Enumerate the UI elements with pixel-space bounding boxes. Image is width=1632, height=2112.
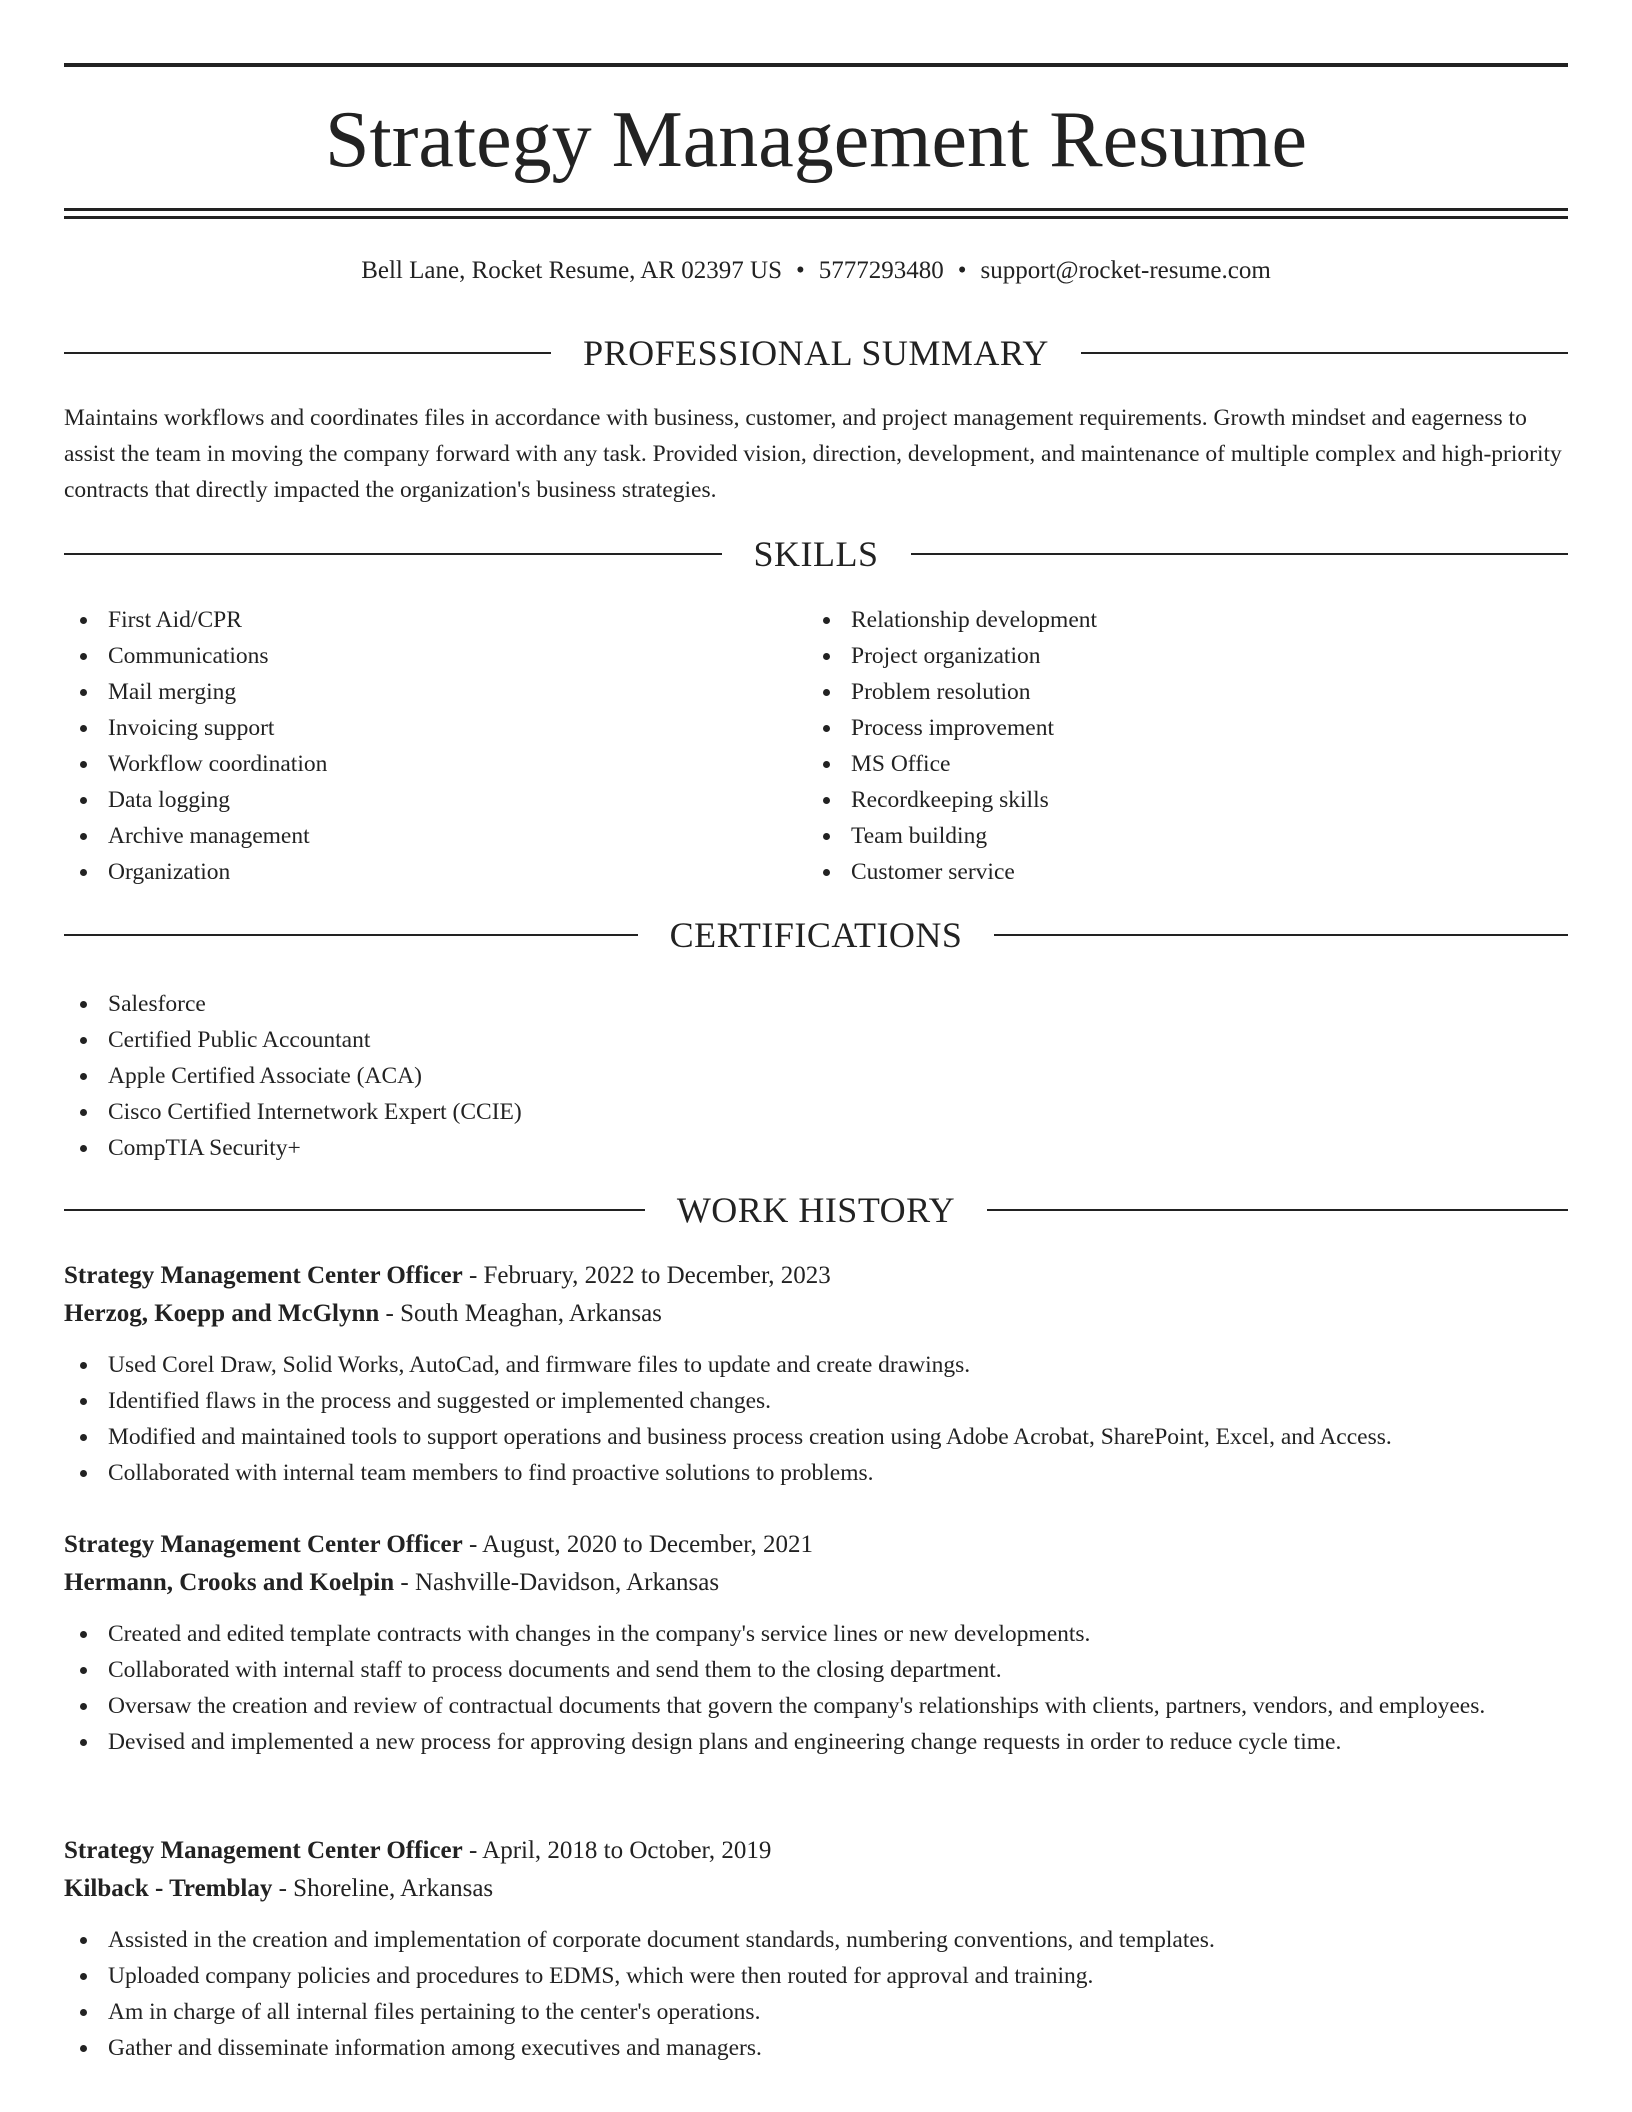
work-history-heading-label: WORK HISTORY <box>676 1190 956 1230</box>
contact-address: Bell Lane, Rocket Resume, AR 02397 US <box>361 257 782 284</box>
skill-item: Customer service <box>807 854 1507 890</box>
job-entry <box>64 1257 1568 1491</box>
job-title-line <box>64 1257 1568 1295</box>
job-dates: - February, 2022 to December, 2023 <box>462 1262 831 1289</box>
job-duty: Devised and implemented a new process for approving design plans and engineering change requests in order to reduce cycle time. <box>64 1724 1568 1760</box>
summary-text: Maintains workflows and coordinates files in accordance with business, customer, and project management requirements. Growth mindset and eagerness to assist the team in moving the company forward with any task. Provided vision, direction, development, and maintenance of multiple complex and high-priority contracts that directly impacted the organization's business strategies. <box>64 405 1562 503</box>
job-title-line <box>64 1832 1568 1870</box>
job-duty: Collaborated with internal team members to find proactive solutions to problems. <box>64 1455 1568 1491</box>
job-title: Strategy Management Center Officer <box>64 1262 463 1289</box>
heading-rule-right <box>1081 352 1568 354</box>
job-location: - South Meaghan, Arkansas <box>379 1300 662 1327</box>
skill-item: Recordkeeping skills <box>807 782 1507 818</box>
skill-item: First Aid/CPR <box>64 602 764 638</box>
skills-column-right <box>807 602 1507 890</box>
skills-list-right <box>807 602 1507 890</box>
skills-heading-label: SKILLS <box>753 534 879 574</box>
heading-rule-left <box>64 553 722 555</box>
certifications-heading-label: CERTIFICATIONS <box>669 915 963 955</box>
skill-item: Project organization <box>807 638 1507 674</box>
job-duty: Am in charge of all internal files pertaining to the center's operations. <box>64 1994 1568 2030</box>
heading-rule-right <box>994 934 1568 936</box>
contact-email: support@rocket-resume.com <box>980 257 1271 284</box>
job-company-line <box>64 1564 1568 1602</box>
title-rule-lower <box>64 216 1568 219</box>
title-rule-upper <box>64 208 1568 211</box>
certification-item: Salesforce <box>64 986 1464 1022</box>
job-title-line <box>64 1526 1568 1564</box>
job-company: Kilback - Tremblay <box>64 1875 273 1902</box>
job-duty: Gather and disseminate information among executives and managers. <box>64 2030 1568 2066</box>
summary-heading <box>64 331 1568 375</box>
job-title: Strategy Management Center Officer <box>64 1531 463 1558</box>
contact-line <box>64 253 1568 289</box>
work-history-heading <box>64 1188 1568 1232</box>
job-duty: Oversaw the creation and review of contractual documents that govern the company's relationships with clients, partners, vendors, and employees. <box>64 1688 1568 1724</box>
certification-item: Apple Certified Associate (ACA) <box>64 1058 1464 1094</box>
job-duty: Modified and maintained tools to support operations and business process creation using Adobe Acrobat, SharePoint, Excel, and Access. <box>64 1419 1568 1455</box>
skill-item: MS Office <box>807 746 1507 782</box>
certifications-list <box>64 986 1464 1166</box>
heading-rule-left <box>64 934 638 936</box>
certification-item: Certified Public Accountant <box>64 1022 1464 1058</box>
heading-rule-right <box>911 553 1569 555</box>
certification-item: Cisco Certified Internetwork Expert (CCIE) <box>64 1094 1464 1130</box>
resume-title: Strategy Management Resume <box>325 96 1307 184</box>
skill-item: Process improvement <box>807 710 1507 746</box>
skill-item: Communications <box>64 638 764 674</box>
certification-item: CompTIA Security+ <box>64 1130 1464 1166</box>
certifications-list-wrapper <box>64 986 1464 1166</box>
job-duty: Assisted in the creation and implementation of corporate document standards, numbering conventions, and templates. <box>64 1922 1568 1958</box>
job-company-line <box>64 1295 1568 1333</box>
job-location: - Nashville-Davidson, Arkansas <box>394 1569 720 1596</box>
skills-column-left <box>64 602 764 890</box>
job-duty: Collaborated with internal staff to process documents and send them to the closing department. <box>64 1652 1568 1688</box>
summary-heading-label: PROFESSIONAL SUMMARY <box>583 333 1049 373</box>
skill-item: Organization <box>64 854 764 890</box>
job-duties <box>64 1347 1568 1491</box>
job-duty: Uploaded company policies and procedures to EDMS, which were then routed for approval and training. <box>64 1958 1568 1994</box>
skill-item: Invoicing support <box>64 710 764 746</box>
skills-list-left <box>64 602 764 890</box>
job-dates: - April, 2018 to October, 2019 <box>462 1837 772 1864</box>
job-company: Hermann, Crooks and Koelpin <box>64 1569 395 1596</box>
job-duty: Identified flaws in the process and suggested or implemented changes. <box>64 1383 1568 1419</box>
job-company: Herzog, Koepp and McGlynn <box>64 1300 380 1327</box>
job-duties <box>64 1616 1568 1760</box>
job-company-line <box>64 1870 1568 1908</box>
heading-rule-left <box>64 1209 645 1211</box>
skill-item: Data logging <box>64 782 764 818</box>
skill-item: Workflow coordination <box>64 746 764 782</box>
job-entry <box>64 1526 1568 1760</box>
contact-phone: 5777293480 <box>818 257 944 284</box>
heading-rule-right <box>987 1209 1568 1211</box>
certifications-heading <box>64 913 1568 957</box>
heading-rule-left <box>64 352 551 354</box>
job-title: Strategy Management Center Officer <box>64 1837 463 1864</box>
skill-item: Archive management <box>64 818 764 854</box>
skill-item: Mail merging <box>64 674 764 710</box>
job-location: - Shoreline, Arkansas <box>272 1875 494 1902</box>
contact-separator: • <box>795 257 805 284</box>
skills-heading <box>64 532 1568 576</box>
job-duty: Used Corel Draw, Solid Works, AutoCad, and firmware files to update and create drawings. <box>64 1347 1568 1383</box>
job-duty: Created and edited template contracts with changes in the company's service lines or new developments. <box>64 1616 1568 1652</box>
job-duties <box>64 1922 1568 2066</box>
contact-separator: • <box>957 257 967 284</box>
job-entry <box>64 1832 1568 2066</box>
job-dates: - August, 2020 to December, 2021 <box>462 1531 814 1558</box>
skill-item: Relationship development <box>807 602 1507 638</box>
skill-item: Problem resolution <box>807 674 1507 710</box>
top-rule <box>64 63 1568 67</box>
skill-item: Team building <box>807 818 1507 854</box>
